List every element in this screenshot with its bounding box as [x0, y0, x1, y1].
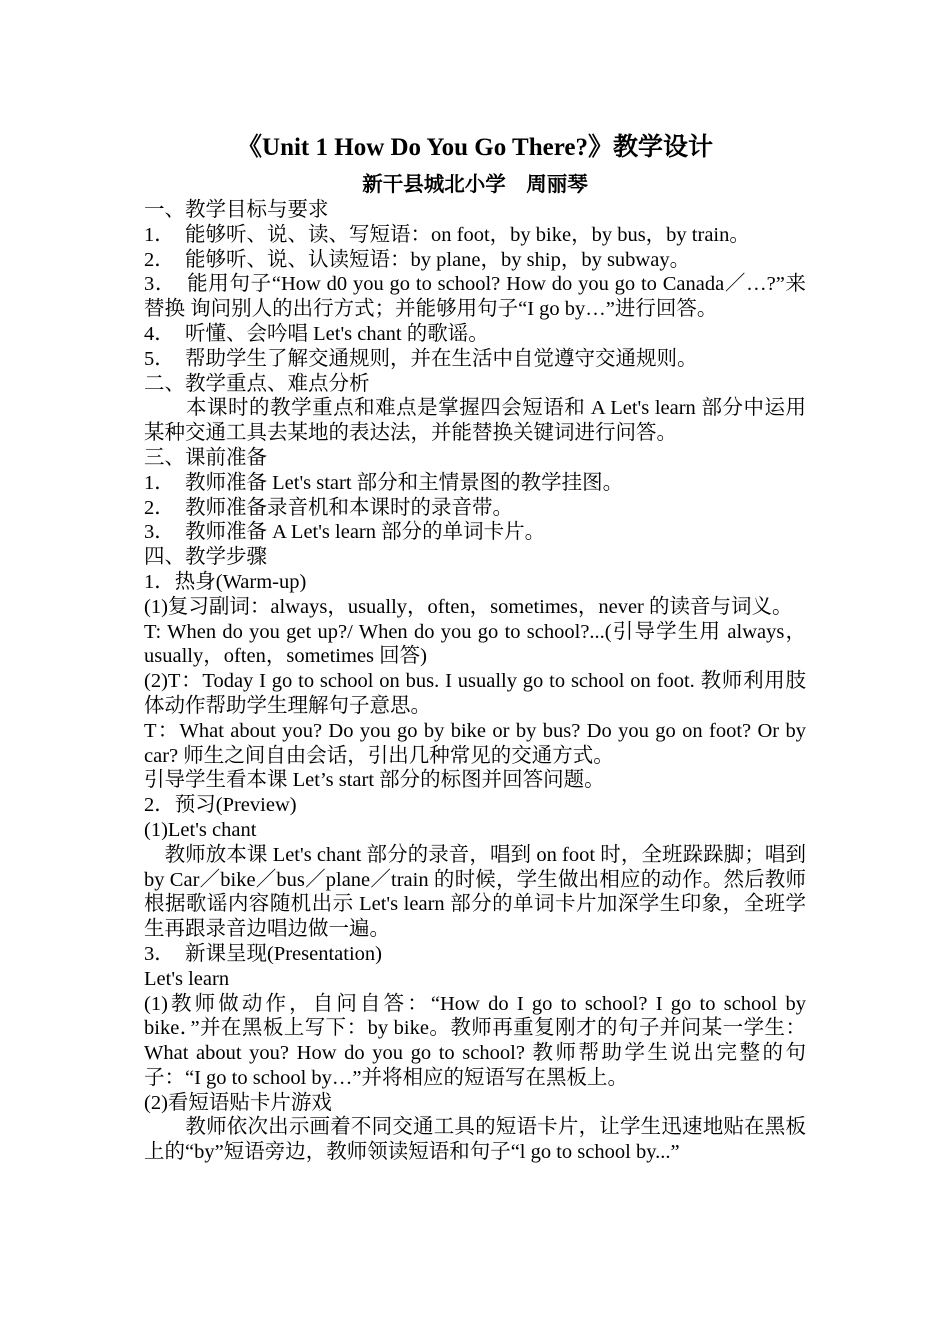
warm-up-item-1: (1)复习副词：always，usually，often，sometimes，never 的读音与词义。 [144, 595, 793, 618]
section-heading-objectives: 一、教学目标与要求 [144, 199, 329, 221]
presentation-item-1: (1)教师做动作，自问自答：“How do I go to school? I go to school by bike．”并在黑板上写下：by bike。教师再重复刚才的句子并问某一学生： What about you? How do you go to school? 教师帮助学生说出完整的句子：“I go to school by…”并将相应的短语写在黑板上。 [144, 992, 806, 1089]
document-page [144, 128, 806, 1165]
step-warm-up: 1．热身(Warm-up) [144, 570, 307, 593]
preview-paragraph: 教师放本课 Let's chant 部分的录音，唱到 on foot 时，全班跺跺脚；唱到 by Car／bike／bus／plane／train 的时候，学生做出相应的动作。然后教师根据歌谣内容随机出示 Let's learn 部分的单词卡片加深学生印象，全班学生再跟录音边唱边做一遍。 [144, 843, 806, 941]
section-heading-steps: 四、教学步骤 [144, 546, 267, 569]
presentation-paragraph: 教师依次出示画着不同交通工具的短语卡片，让学生迅速地贴在黑板上的“by”短语旁边，教师领读短语和句子“l go to school by...” [144, 1116, 806, 1164]
warm-up-dialog-2: T：What about you? Do you go by bike or by bus? Do you go on foot? Or by car? 师生之间自由会话，引出几种常见的交通方式。 [144, 719, 806, 767]
author-line: 新干县城北小学 周丽琴 [362, 174, 588, 196]
preview-item-1: (1)Let's chant [144, 818, 257, 841]
objective-item-1: 1． 能够听、说、读、写短语：on foot，by bike，by bus，by train。 [144, 223, 750, 246]
warm-up-guide: 引导学生看本课 Let’s start 部分的标图并回答问题。 [144, 769, 605, 792]
objective-item-5: 5． 帮助学生了解交通规则，并在生活中自觉遵守交通规则。 [144, 347, 698, 370]
warm-up-item-2: (2)T：Today I go to school on bus. I usually go to school on foot. 教师利用肢体动作帮助学生理解句子意思。 [144, 670, 806, 717]
preparation-item-2: 2． 教师准备录音机和本课时的录音带。 [144, 496, 513, 519]
objective-item-2: 2． 能够听、说、认读短语：by plane，by ship，by subway。 [144, 248, 691, 271]
preparation-item-1: 1． 教师准备 Let's start 部分和主情景图的教学挂图。 [144, 471, 624, 494]
step-preview: 2．预习(Preview) [144, 794, 297, 817]
presentation-item-2: (2)看短语贴卡片游戏 [144, 1091, 332, 1114]
preparation-item-3: 3． 教师准备 A Let's learn 部分的单词卡片。 [144, 521, 546, 544]
key-points-paragraph: 本课时的教学重点和难点是掌握四会短语和 A Let's learn 部分中运用某种交通工具去某地的表达法，并能替换关键词进行问答。 [144, 397, 806, 445]
section-heading-key-points: 二、教学重点、难点分析 [144, 372, 370, 395]
document-title: 《Unit 1 How Do You Go There?》教学设计 [237, 134, 713, 161]
step-presentation: 3． 新课呈现(Presentation) [144, 942, 382, 965]
objective-item-3: 3． 能用句子“How d0 you go to school? How do you go to Canada／…?”来替换 询问别人的出行方式；并能够用句子“I go by…”进行回答。 [144, 273, 806, 321]
presentation-lets-learn: Let's learn [144, 967, 230, 990]
objective-item-4: 4． 听懂、会吟唱 Let's chant 的歌谣。 [144, 322, 489, 345]
section-heading-preparation: 三、课前准备 [144, 446, 267, 469]
warm-up-dialog-1: T: When do you get up?/ When do you go to school?...(引导学生用 always，usually，often，sometimes 回答) [144, 620, 806, 668]
